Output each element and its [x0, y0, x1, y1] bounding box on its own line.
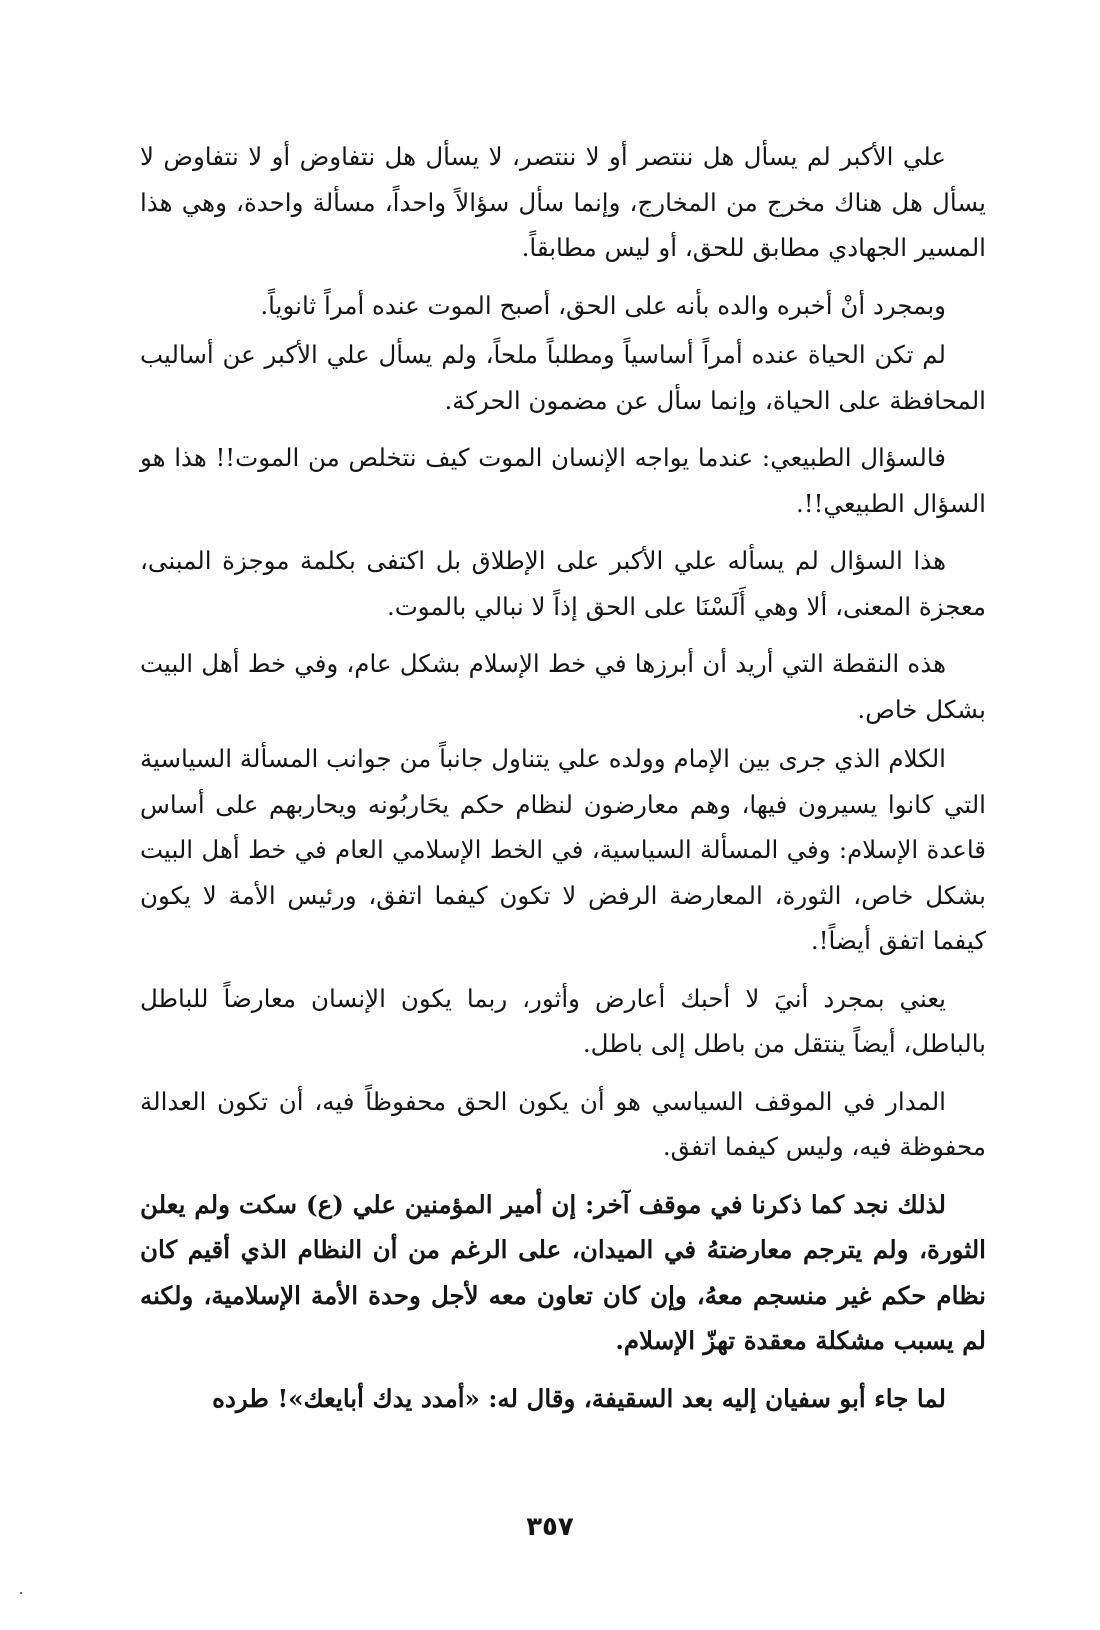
paragraph-1: علي الأكبر لم يسأل هل ننتصر أو لا ننتصر، لا يسأل هل نتفاوض أو لا نتفاوض لا يسأل هل هناك مخرج من المخارج، وإنما سأل سؤالاً واحداً، مسألة واحدة، وهي هذا المسير الجهادي مطابق للحق، أو ليس مطابقاً.: [140, 142, 986, 262]
paragraph-2: وبمجرد أنْ أخبره والده بأنه على الحق، أصبح الموت عنده أمراً ثانوياً.: [260, 290, 946, 320]
paragraph-6: هذه النقطة التي أريد أن أبرزها في خط الإسلام بشكل عام، وفي خط أهل البيت بشكل خاص.: [140, 649, 986, 724]
paragraph-5: هذا السؤال لم يسأله علي الأكبر على الإطلاق بل اكتفى بكلمة موجزة المبنى، معجزة المعنى، ألا وهي أَلَسْنَا على الحق إذاً لا نبالي بالموت.: [140, 546, 986, 621]
paragraph-8: يعني بمجرد أنيَ لا أحبك أعارض وأثور، ربما يكون الإنسان معارضاً للباطل بالباطل، أيضاً ينتقل من باطل إلى باطل.: [140, 983, 986, 1058]
scan-speck: [20, 1592, 22, 1594]
paragraph-11: لما جاء أبو سفيان إليه بعد السقيفة، وقال له: «أمدد يدك أبايعك»! طرده: [212, 1383, 946, 1413]
paragraph-3: لم تكن الحياة عنده أمراً أساسياً ومطلباً ملحاً، ولم يسأل علي الأكبر عن أساليب المحافظة على الحياة، وإنما سأل عن مضمون الحركة.: [140, 340, 986, 415]
paragraph-9: المدار في الموقف السياسي هو أن يكون الحق محفوظاً فيه، أن تكون العدالة محفوظة فيه، وليس كيفما اتفق.: [140, 1086, 986, 1161]
paragraph-10: لذلك نجد كما ذكرنا في موقف آخر: إن أمير المؤمنين علي (ع) سكت ولم يعلن الثورة، ولم يترجم معارضتهُ في الميدان، على الرغم من أن النظام الذي أقيم كان نظام حكم غير منسجم معهُ، وإن كان تعاون معه لأجل وحدة الأمة الإسلامية، ولكنه لم يسبب مشكلة معقدة تهزّ الإسلام.: [140, 1189, 986, 1355]
page-number: ٣٥٧: [526, 1512, 574, 1542]
paragraph-4: فالسؤال الطبيعي: عندما يواجه الإنسان الموت كيف نتخلص من الموت!! هذا هو السؤال الطبيعي!!.: [140, 443, 986, 518]
paragraph-7: الكلام الذي جرى بين الإمام وولده علي يتناول جانباً من جوانب المسألة السياسية التي كانوا يسيرون فيها، وهم معارضون لنظام حكم يحَاربُونه ويحاربهم على أساس قاعدة الإسلام: وفي المسألة السياسية، في الخط الإسلامي العام في خط أهل البيت بشكل خاص، الثورة، المعارضة الرفض لا تكون كيفما اتفق، ورئيس الأمة لا يكون كيفما اتفق أيضاً!.: [140, 744, 986, 955]
body-text: [140, 134, 986, 1433]
